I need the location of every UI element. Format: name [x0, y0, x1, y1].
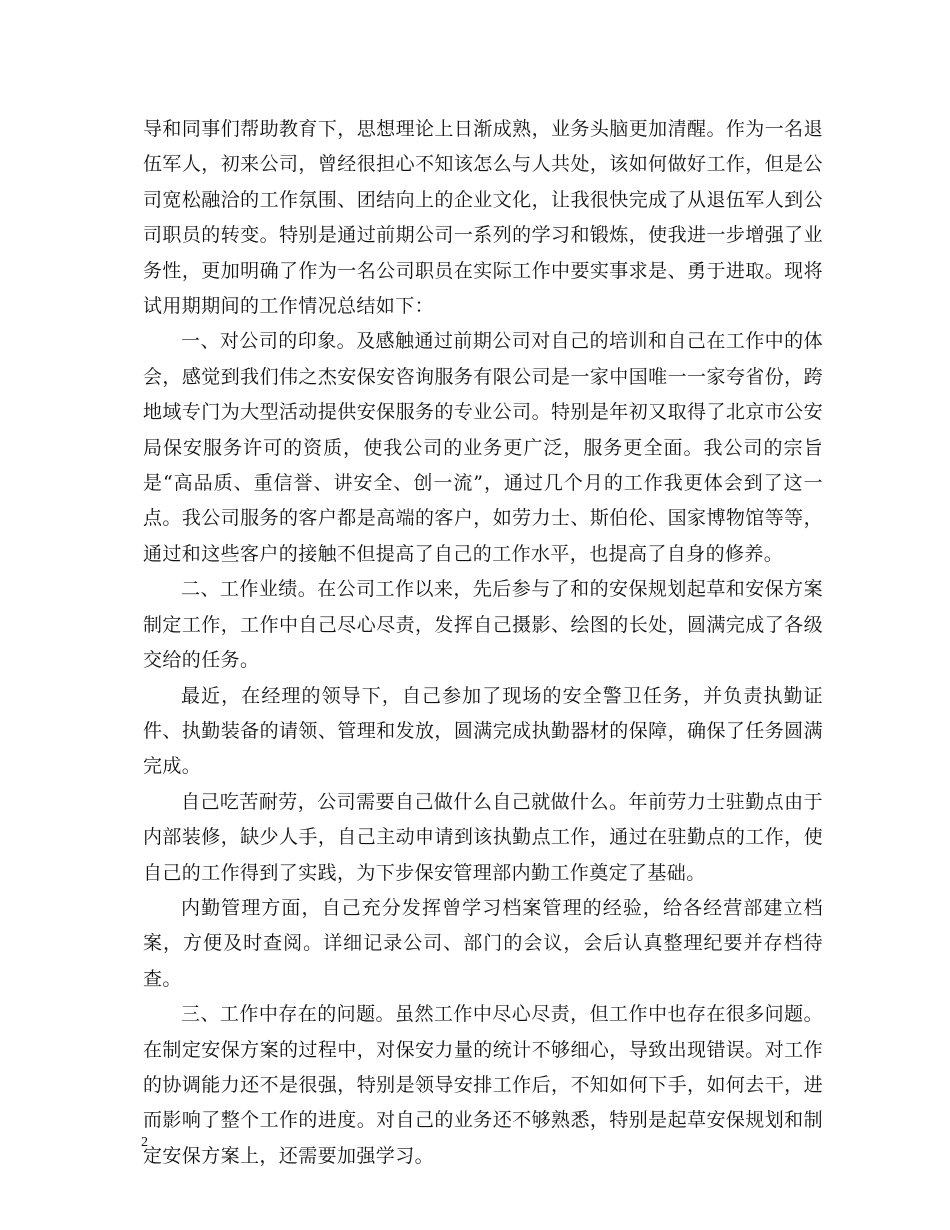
paragraph-company-impression: 一、对公司的印象。及感触通过前期公司对自己的培训和自己在工作中的体会，感觉到我们伟之杰安保安咨询服务有限公司是一家中国唯一一家夸省份，跨地域专门为大型活动提供安保服务的专业公司。特别是年初又取得了北京市公安局保安服务许可的资质，使我公司的业务更广泛，服务更全面。我公司的宗旨是“高品质、重信誉、讲安全、创一流”，通过几个月的工作我更体会到了这一点。我公司服务的客户都是高端的客户，如劳力士、斯伯伦、国家博物馆等等，通过和这些客户的接触不但提高了自己的工作水平，也提高了自身的修养。 [143, 330, 823, 565]
page-number: 2 [141, 1135, 148, 1150]
document-body [143, 112, 823, 1174]
paragraph-internal-management: 内勤管理方面，自己充分发挥曾学习档案管理的经验，给各经营部建立档案，方便及时查阅。详细记录公司、部门的会议，会后认真整理纪要并存档待查。 [143, 896, 823, 990]
paragraph-recent-task: 最近，在经理的领导下，自己参加了现场的安全警卫任务，并负责执勤证件、执勤装备的请领、管理和发放，圆满完成执勤器材的保障，确保了任务圆满完成。 [143, 684, 823, 778]
paragraph-work-performance: 二、工作业绩。在公司工作以来，先后参与了和的安保规划起草和安保方案制定工作，工作中自己尽心尽责，发挥自己摄影、绘图的长处，圆满完成了各级交给的任务。 [143, 578, 823, 672]
paragraph-hard-work: 自己吃苦耐劳，公司需要自己做什么自己就做什么。年前劳力士驻勤点由于内部装修，缺少人手，自己主动申请到该执勤点工作，通过在驻勤点的工作，使自己的工作得到了实践，为下步保安管理部内勤工作奠定了基础。 [143, 790, 823, 884]
paragraph-problems: 三、工作中存在的问题。虽然工作中尽心尽责，但工作中也存在很多问题。在制定安保方案的过程中，对保安力量的统计不够细心，导致出现错误。对工作的协调能力还不是很强，特别是领导安排工作后，不知如何下手，如何去干，进而影响了整个工作的进度。对自己的业务还不够熟悉，特别是起草安保规划和制定安保方案上，还需要加强学习。 [143, 1003, 823, 1167]
paragraph-intro: 导和同事们帮助教育下，思想理论上日渐成熟，业务头脑更加清醒。作为一名退伍军人，初来公司，曾经很担心不知该怎么与人共处，该如何做好工作，但是公司宽松融洽的工作氛围、团结向上的企业文化，让我很快完成了从退伍军人到公司职员的转变。特别是通过前期公司一系列的学习和锻炼，使我进一步增强了业务性，更加明确了作为一名公司职员在实际工作中要实事求是、勇于进取。现将试用期期间的工作情况总结如下： [143, 118, 823, 318]
